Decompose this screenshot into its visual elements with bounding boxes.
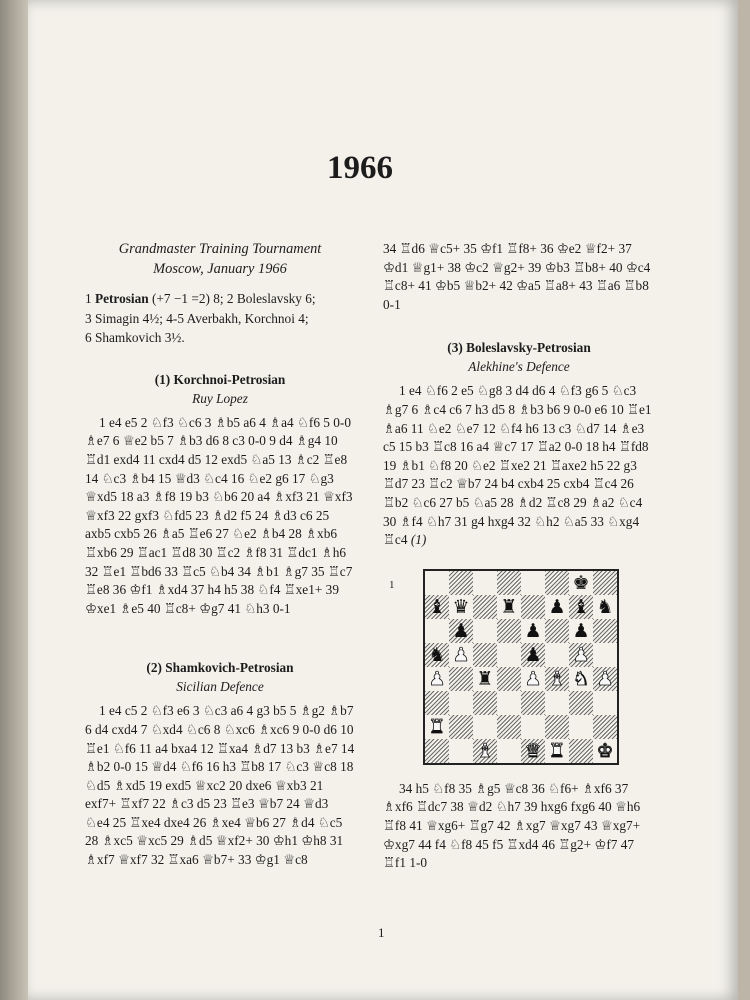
board-square xyxy=(449,571,473,595)
white-queen-icon: ♛ xyxy=(524,739,542,762)
standings-rank: 1 xyxy=(85,291,92,306)
board-square xyxy=(545,619,569,643)
event-title-line2: Moscow, January 1966 xyxy=(153,260,287,277)
event-title xyxy=(85,240,355,279)
board-square xyxy=(521,715,545,739)
board-square xyxy=(473,667,497,691)
diagram-number: 1 xyxy=(389,578,395,591)
game3-note: (1) xyxy=(410,532,427,548)
game3-opening: Alekhine's Defence xyxy=(468,359,570,375)
black-bishop-icon: ♝ xyxy=(428,595,446,618)
diagram-area xyxy=(383,568,655,774)
game1-moves: 1 e4 e5 2 ♘f3 ♘c6 3 ♗b5 a6 4 ♗a4 ♘f6 5 0-0 ♗e7 6 ♕e2 b5 7 ♗b3 d6 8 c3 0-0 9 d4 ♗g4 10 ♖d1 exd4 11 cxd4 d5 12 exd5 ♘a5 13 ♗c2 ♖e8 14 ♘c3 ♗b4 15 ♕d3 ♘c4 16 ♘e2 g6 17 ♘g3 ♕xd5 18 a3 ♗f8 19 b3 ♘b6 20 a4 ♗xf3 21 ♕xf3 ♕xf3 22 gxf3 ♘fd5 23 ♗d2 f5 24 ♗d3 c6 25 axb5 cxb5 26 ♗a5 ♖e6 27 ♘e2 ♗b4 28 ♗xb6 ♖xb6 29 ♖ac1 ♖d8 30 ♖c2 ♗f8 31 ♖dc1 ♗h6 32 ♖e1 ♖bd6 33 ♖c5 ♘b4 34 ♗b1 ♗g7 35 ♖c7 ♖e8 36 ♔f1 ♗xd4 37 h4 h5 38 ♘f4 ♖xe1+ 39 ♔xe1 ♗e5 40 ♖c8+ ♔g7 41 ♘h3 0-1 xyxy=(85,414,353,616)
game1-header xyxy=(85,370,355,408)
game2-moves: 1 e4 c5 2 ♘f3 e6 3 ♘c3 a6 4 g3 b5 5 ♗g2 ♗b7 6 d4 cxd4 7 ♘xd4 ♘c6 8 ♘xc6 ♗xc6 9 0-0 d6 10 ♖e1 ♘f6 11 a4 bxa4 12 ♖xa4 ♗d7 13 b3 ♗e7 14 ♗b2 0-0 15 ♕d4 ♘f6 16 h3 ♖b8 17 ♘c3 ♕c8 18 ♘d5 ♗xd5 19 exd5 ♕xc2 20 dxe6 ♕xb3 21 exf7+ ♖xf7 22 ♗c3 d5 23 ♖e3 ♕b7 24 ♕d3 ♘e4 25 ♖xe4 dxe4 26 ♗xe4 ♕b6 27 ♗d4 ♘c5 28 ♗xc5 ♕xc5 29 ♗d5 ♕xf2+ 30 ♔h1 ♔h8 31 ♗xf7 ♕xf7 32 ♖xa6 ♕b7+ 33 ♔g1 ♕c8 xyxy=(85,703,355,868)
board-square xyxy=(449,691,473,715)
board-square xyxy=(521,595,545,619)
right-column xyxy=(383,240,655,873)
left-column xyxy=(85,240,355,870)
board-square xyxy=(569,691,593,715)
black-knight-icon: ♞ xyxy=(428,643,446,666)
black-rook-icon: ♜ xyxy=(476,667,494,690)
board-square xyxy=(593,643,617,667)
black-pawn-icon: ♟ xyxy=(548,595,566,618)
standings-line1-rest: (+7 −1 =2) 8; 2 Boleslavsky 6; xyxy=(148,291,316,306)
board-square xyxy=(593,619,617,643)
year-heading: 1966 xyxy=(327,150,393,186)
black-knight-icon: ♞ xyxy=(596,595,614,618)
board-square xyxy=(497,595,521,619)
board-square xyxy=(593,571,617,595)
board-square xyxy=(545,715,569,739)
board-square xyxy=(545,691,569,715)
black-bishop-icon: ♝ xyxy=(572,595,590,618)
game2-opening: Sicilian Defence xyxy=(176,679,264,695)
board-square xyxy=(569,643,593,667)
board-square xyxy=(473,643,497,667)
winner-name: Petrosian xyxy=(94,291,149,306)
board-square xyxy=(449,643,473,667)
page-number: 1 xyxy=(378,925,385,940)
board-square xyxy=(449,595,473,619)
game2-header xyxy=(85,658,355,696)
board-square xyxy=(497,691,521,715)
game2-title: (2) Shamkovich-Petrosian xyxy=(146,660,294,676)
board-square xyxy=(521,643,545,667)
standings-line1 xyxy=(85,289,355,309)
board-square xyxy=(425,595,449,619)
game1-opening: Ruy Lopez xyxy=(192,390,248,406)
board-square xyxy=(569,715,593,739)
white-pawn-icon: ♟ xyxy=(428,667,446,690)
board-square xyxy=(497,571,521,595)
board-square xyxy=(569,619,593,643)
chess-diagram xyxy=(423,569,619,765)
board-square xyxy=(425,571,449,595)
board-square xyxy=(593,691,617,715)
board-square xyxy=(473,619,497,643)
event-title-line1: Grandmaster Training Tournament xyxy=(118,241,322,257)
board-square xyxy=(425,643,449,667)
board-square xyxy=(521,667,545,691)
board-square xyxy=(473,595,497,619)
board-square xyxy=(449,667,473,691)
board-square xyxy=(593,595,617,619)
board-square xyxy=(593,667,617,691)
black-pawn-icon: ♟ xyxy=(524,619,542,642)
white-knight-icon: ♞ xyxy=(572,667,590,690)
book-spine xyxy=(0,0,28,1000)
white-king-icon: ♚ xyxy=(596,739,614,762)
white-rook-icon: ♜ xyxy=(548,739,566,762)
white-rook-icon: ♜ xyxy=(428,715,446,738)
board-square xyxy=(545,739,569,763)
white-pawn-icon: ♟ xyxy=(524,667,542,690)
board-square xyxy=(569,595,593,619)
board-square xyxy=(425,619,449,643)
black-rook-icon: ♜ xyxy=(500,595,518,618)
game3-title: (3) Boleslavsky-Petrosian xyxy=(447,340,591,356)
board-square xyxy=(569,667,593,691)
board-square xyxy=(425,691,449,715)
black-pawn-icon: ♟ xyxy=(524,643,542,666)
board-square xyxy=(449,715,473,739)
game3-moves xyxy=(383,382,655,549)
board-square xyxy=(497,643,521,667)
board-square xyxy=(473,739,497,763)
black-king-icon: ♚ xyxy=(572,571,590,594)
standings-line3: 6 Shamkovich 3½. xyxy=(85,330,185,346)
game3-moves-text: 1 e4 ♘f6 2 e5 ♘g8 3 d4 d6 4 ♘f3 g6 5 ♘c3 ♗g7 6 ♗c4 c6 7 h3 d5 8 ♗b3 b6 9 0-0 e6 10 ♖e1 ♗a6 11 ♘e2 ♘e7 12 ♘f4 h6 13 c3 ♘d7 14 ♗e3 c5 15 b3 ♖c8 16 a4 ♕c7 17 ♖a2 0-0 18 h4 ♖fd8 19 ♗b1 ♘f8 20 ♘e2 ♖xe2 21 ♖axe2 h5 22 g3 ♖d7 23 ♖c2 ♕b7 24 b4 cxb4 25 cxb4 ♖c4 26 ♖b2 ♘c6 27 b5 ♘a5 28 ♗d2 ♖c8 29 ♗a2 ♘c4 30 ♗f4 ♘h7 31 g4 hxg4 32 ♘h2 ♘a5 33 ♘xg4 ♖c4 xyxy=(383,383,652,548)
white-pawn-icon: ♟ xyxy=(572,643,590,666)
board-square xyxy=(593,739,617,763)
board-square xyxy=(497,667,521,691)
board-square xyxy=(545,667,569,691)
board-square xyxy=(545,595,569,619)
board-square xyxy=(449,739,473,763)
white-bishop-icon: ♝ xyxy=(476,739,494,762)
board-square xyxy=(425,667,449,691)
black-queen-icon: ♛ xyxy=(452,595,470,618)
board-square xyxy=(473,691,497,715)
game1-title: (1) Korchnoi-Petrosian xyxy=(154,371,286,387)
board-square xyxy=(497,619,521,643)
black-pawn-icon: ♟ xyxy=(452,619,470,642)
board-square xyxy=(569,571,593,595)
white-bishop-icon: ♝ xyxy=(548,667,566,690)
standings-line2: 3 Simagin 4½; 4-5 Averbakh, Korchnoi 4; xyxy=(85,310,309,326)
board-square xyxy=(521,691,545,715)
standings xyxy=(85,289,355,348)
board-square xyxy=(497,715,521,739)
game3-header xyxy=(383,338,655,376)
game3-continuation: 34 h5 ♘f8 35 ♗g5 ♕c8 36 ♘f6+ ♗xf6 37 ♗xf6 ♖dc7 38 ♕d2 ♘h7 39 hxg6 fxg6 40 ♕h6 ♖f8 41 ♕xg6+ ♖g7 42 ♗xg7 ♕xg7 43 ♕xg7+ ♔xg7 44 f4 ♘f8 45 f5 ♖xd4 46 ♖g2+ ♔f7 47 ♖f1 1-0 xyxy=(383,780,641,871)
board-square xyxy=(545,571,569,595)
board-square xyxy=(593,715,617,739)
black-pawn-icon: ♟ xyxy=(572,619,590,642)
white-pawn-icon: ♟ xyxy=(596,667,614,690)
board-square xyxy=(569,739,593,763)
board-square xyxy=(521,571,545,595)
board-square xyxy=(521,739,545,763)
game2-continuation: 34 ♖d6 ♕c5+ 35 ♔f1 ♖f8+ 36 ♔e2 ♕f2+ 37 ♔d1 ♕g1+ 38 ♔c2 ♕g2+ 39 ♔b3 ♖b8+ 40 ♔c4 ♖c8+ 41 ♔b5 ♕b2+ 42 ♔a5 ♖a8+ 43 ♖a6 ♖b8 0-1 xyxy=(383,241,651,312)
board-square xyxy=(473,715,497,739)
board-square xyxy=(545,643,569,667)
white-pawn-icon: ♟ xyxy=(452,643,470,666)
board-square xyxy=(425,715,449,739)
board-square xyxy=(473,571,497,595)
board-square xyxy=(449,619,473,643)
board-square xyxy=(521,619,545,643)
board-square xyxy=(425,739,449,763)
board-square xyxy=(497,739,521,763)
